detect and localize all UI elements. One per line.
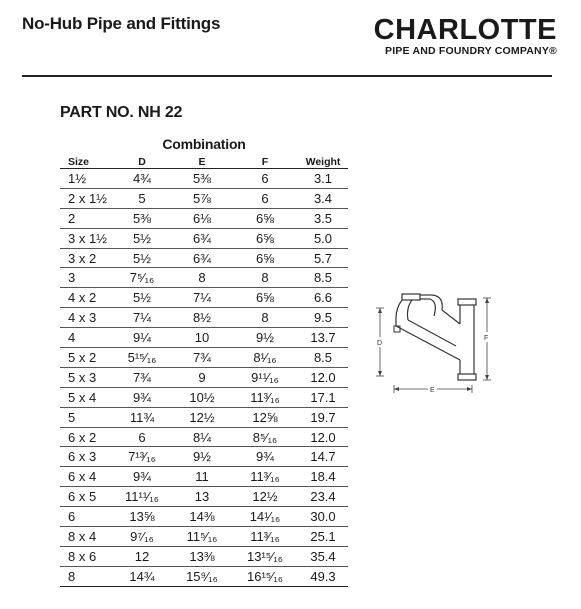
d-cell: 9¾ [112, 387, 172, 407]
d-cell: 6 [112, 427, 172, 447]
table-row [60, 407, 348, 427]
table-row [60, 487, 348, 507]
f-cell: 13¹⁵⁄₁₆ [232, 546, 298, 566]
page-title: No-Hub Pipe and Fittings [22, 14, 221, 33]
e-cell: 11 [172, 467, 232, 487]
table-row [60, 507, 348, 527]
brand-name: CHARLOTTE [373, 14, 557, 46]
e-cell: 8½ [172, 308, 232, 328]
spec-table [60, 155, 348, 587]
weight-cell: 9.5 [298, 308, 348, 328]
e-cell: 13⅜ [172, 546, 232, 566]
table-row [60, 348, 348, 368]
weight-cell: 14.7 [298, 447, 348, 467]
size-cell: 6 x 5 [60, 487, 112, 507]
e-cell: 10 [172, 328, 232, 348]
weight-cell: 3.5 [298, 208, 348, 228]
d-cell: 5⅜ [112, 208, 172, 228]
e-cell: 13 [172, 487, 232, 507]
e-cell: 8¼ [172, 427, 232, 447]
size-cell: 3 [60, 268, 112, 288]
e-cell: 7¾ [172, 348, 232, 368]
table-row [60, 208, 348, 228]
d-cell: 7¼ [112, 308, 172, 328]
d-cell: 9⁷⁄₁₆ [112, 527, 172, 547]
size-cell: 1½ [60, 169, 112, 189]
d-cell: 11¹¹⁄₁₆ [112, 487, 172, 507]
f-cell: 8¹⁄₁₆ [232, 348, 298, 368]
size-cell: 5 x 3 [60, 367, 112, 387]
d-cell: 9¾ [112, 467, 172, 487]
e-cell: 11⁵⁄₁₆ [172, 527, 232, 547]
d-cell: 5½ [112, 228, 172, 248]
weight-cell: 8.5 [298, 348, 348, 368]
d-cell: 11¾ [112, 407, 172, 427]
weight-cell: 13.7 [298, 328, 348, 348]
e-cell: 9½ [172, 447, 232, 467]
size-cell: 8 [60, 566, 112, 586]
size-cell: 6 x 4 [60, 467, 112, 487]
size-cell: 5 x 2 [60, 348, 112, 368]
size-cell: 8 x 4 [60, 527, 112, 547]
weight-cell: 8.5 [298, 268, 348, 288]
size-cell: 3 x 1½ [60, 228, 112, 248]
f-cell: 12⅝ [232, 407, 298, 427]
size-cell: 5 x 4 [60, 387, 112, 407]
size-cell: 4 x 3 [60, 308, 112, 328]
size-cell: 4 x 2 [60, 288, 112, 308]
f-cell: 9¹¹⁄₁₆ [232, 367, 298, 387]
weight-cell: 5.7 [298, 248, 348, 268]
e-cell: 6⅛ [172, 208, 232, 228]
table-row [60, 288, 348, 308]
part-number: PART NO. NH 22 [60, 104, 183, 121]
e-cell: 6¾ [172, 228, 232, 248]
table-row [60, 228, 348, 248]
fitting-diagram [372, 286, 524, 398]
f-cell: 6 [232, 188, 298, 208]
d-cell: 7¾ [112, 367, 172, 387]
e-cell: 15⁹⁄₁₆ [172, 566, 232, 586]
d-cell: 4¾ [112, 169, 172, 189]
dimension-d-label: D [377, 340, 383, 347]
size-cell: 6 x 2 [60, 427, 112, 447]
weight-cell: 3.4 [298, 188, 348, 208]
table-row [60, 328, 348, 348]
brand-logo [374, 16, 557, 57]
d-cell: 5½ [112, 288, 172, 308]
f-cell: 8 [232, 308, 298, 328]
f-cell: 6⅝ [232, 208, 298, 228]
f-cell: 9¾ [232, 447, 298, 467]
brand-tagline: PIPE AND FOUNDRY COMPANY® [384, 45, 557, 57]
d-cell: 7⁵⁄₁₆ [112, 268, 172, 288]
d-cell: 14¾ [112, 566, 172, 586]
e-cell: 5⅞ [172, 188, 232, 208]
table-row [60, 188, 348, 208]
weight-cell: 12.0 [298, 427, 348, 447]
d-cell: 5½ [112, 248, 172, 268]
size-cell: 6 x 3 [60, 447, 112, 467]
d-cell: 9¼ [112, 328, 172, 348]
f-cell: 6⅝ [232, 228, 298, 248]
size-cell: 4 [60, 328, 112, 348]
d-cell: 13⅝ [112, 507, 172, 527]
table-row [60, 546, 348, 566]
dimension-f-label: F [484, 335, 489, 342]
column-header: F [232, 155, 298, 169]
f-cell: 9½ [232, 328, 298, 348]
f-cell: 11³⁄₁₆ [232, 527, 298, 547]
d-cell: 12 [112, 546, 172, 566]
weight-cell: 6.6 [298, 288, 348, 308]
column-header: Weight [298, 155, 348, 169]
f-cell: 6⅝ [232, 248, 298, 268]
table-row [60, 467, 348, 487]
size-cell: 2 x 1½ [60, 188, 112, 208]
d-cell: 7¹³⁄₁₆ [112, 447, 172, 467]
f-cell: 14¹⁄₁₆ [232, 507, 298, 527]
size-cell: 2 [60, 208, 112, 228]
f-cell: 8⁵⁄₁₆ [232, 427, 298, 447]
f-cell: 12½ [232, 487, 298, 507]
table-row [60, 169, 348, 189]
e-cell: 8 [172, 268, 232, 288]
e-cell: 9 [172, 367, 232, 387]
f-cell: 11³⁄₁₆ [232, 387, 298, 407]
weight-cell: 30.0 [298, 507, 348, 527]
e-cell: 6¾ [172, 248, 232, 268]
table-body [60, 169, 348, 587]
size-cell: 3 x 2 [60, 248, 112, 268]
weight-cell: 3.1 [298, 169, 348, 189]
e-cell: 10½ [172, 387, 232, 407]
table-row [60, 427, 348, 447]
column-header: E [172, 155, 232, 169]
weight-cell: 25.1 [298, 527, 348, 547]
column-header: Size [60, 155, 112, 169]
table-row [60, 248, 348, 268]
table-row [60, 527, 348, 547]
weight-cell: 49.3 [298, 566, 348, 586]
table-row [60, 447, 348, 467]
weight-cell: 23.4 [298, 487, 348, 507]
table-row [60, 387, 348, 407]
table-row [60, 566, 348, 586]
weight-cell: 18.4 [298, 467, 348, 487]
table-row [60, 367, 348, 387]
d-cell: 5¹⁵⁄₁₆ [112, 348, 172, 368]
d-cell: 5 [112, 188, 172, 208]
weight-cell: 17.1 [298, 387, 348, 407]
table-row [60, 308, 348, 328]
size-cell: 6 [60, 507, 112, 527]
weight-cell: 12.0 [298, 367, 348, 387]
column-header: D [112, 155, 172, 169]
weight-cell: 5.0 [298, 228, 348, 248]
size-cell: 8 x 6 [60, 546, 112, 566]
f-cell: 16¹⁵⁄₁₆ [232, 566, 298, 586]
e-cell: 14⅜ [172, 507, 232, 527]
table-caption: Combination [162, 136, 246, 152]
header-divider [22, 75, 552, 77]
e-cell: 7¼ [172, 288, 232, 308]
e-cell: 12½ [172, 407, 232, 427]
fitting-drawing [372, 286, 524, 398]
table-row [60, 268, 348, 288]
e-cell: 5⅜ [172, 169, 232, 189]
f-cell: 6 [232, 169, 298, 189]
weight-cell: 19.7 [298, 407, 348, 427]
dimension-e-label: E [430, 387, 435, 394]
f-cell: 8 [232, 268, 298, 288]
size-cell: 5 [60, 407, 112, 427]
table-header-row [60, 155, 348, 169]
f-cell: 6⅝ [232, 288, 298, 308]
weight-cell: 35.4 [298, 546, 348, 566]
f-cell: 11³⁄₁₆ [232, 467, 298, 487]
